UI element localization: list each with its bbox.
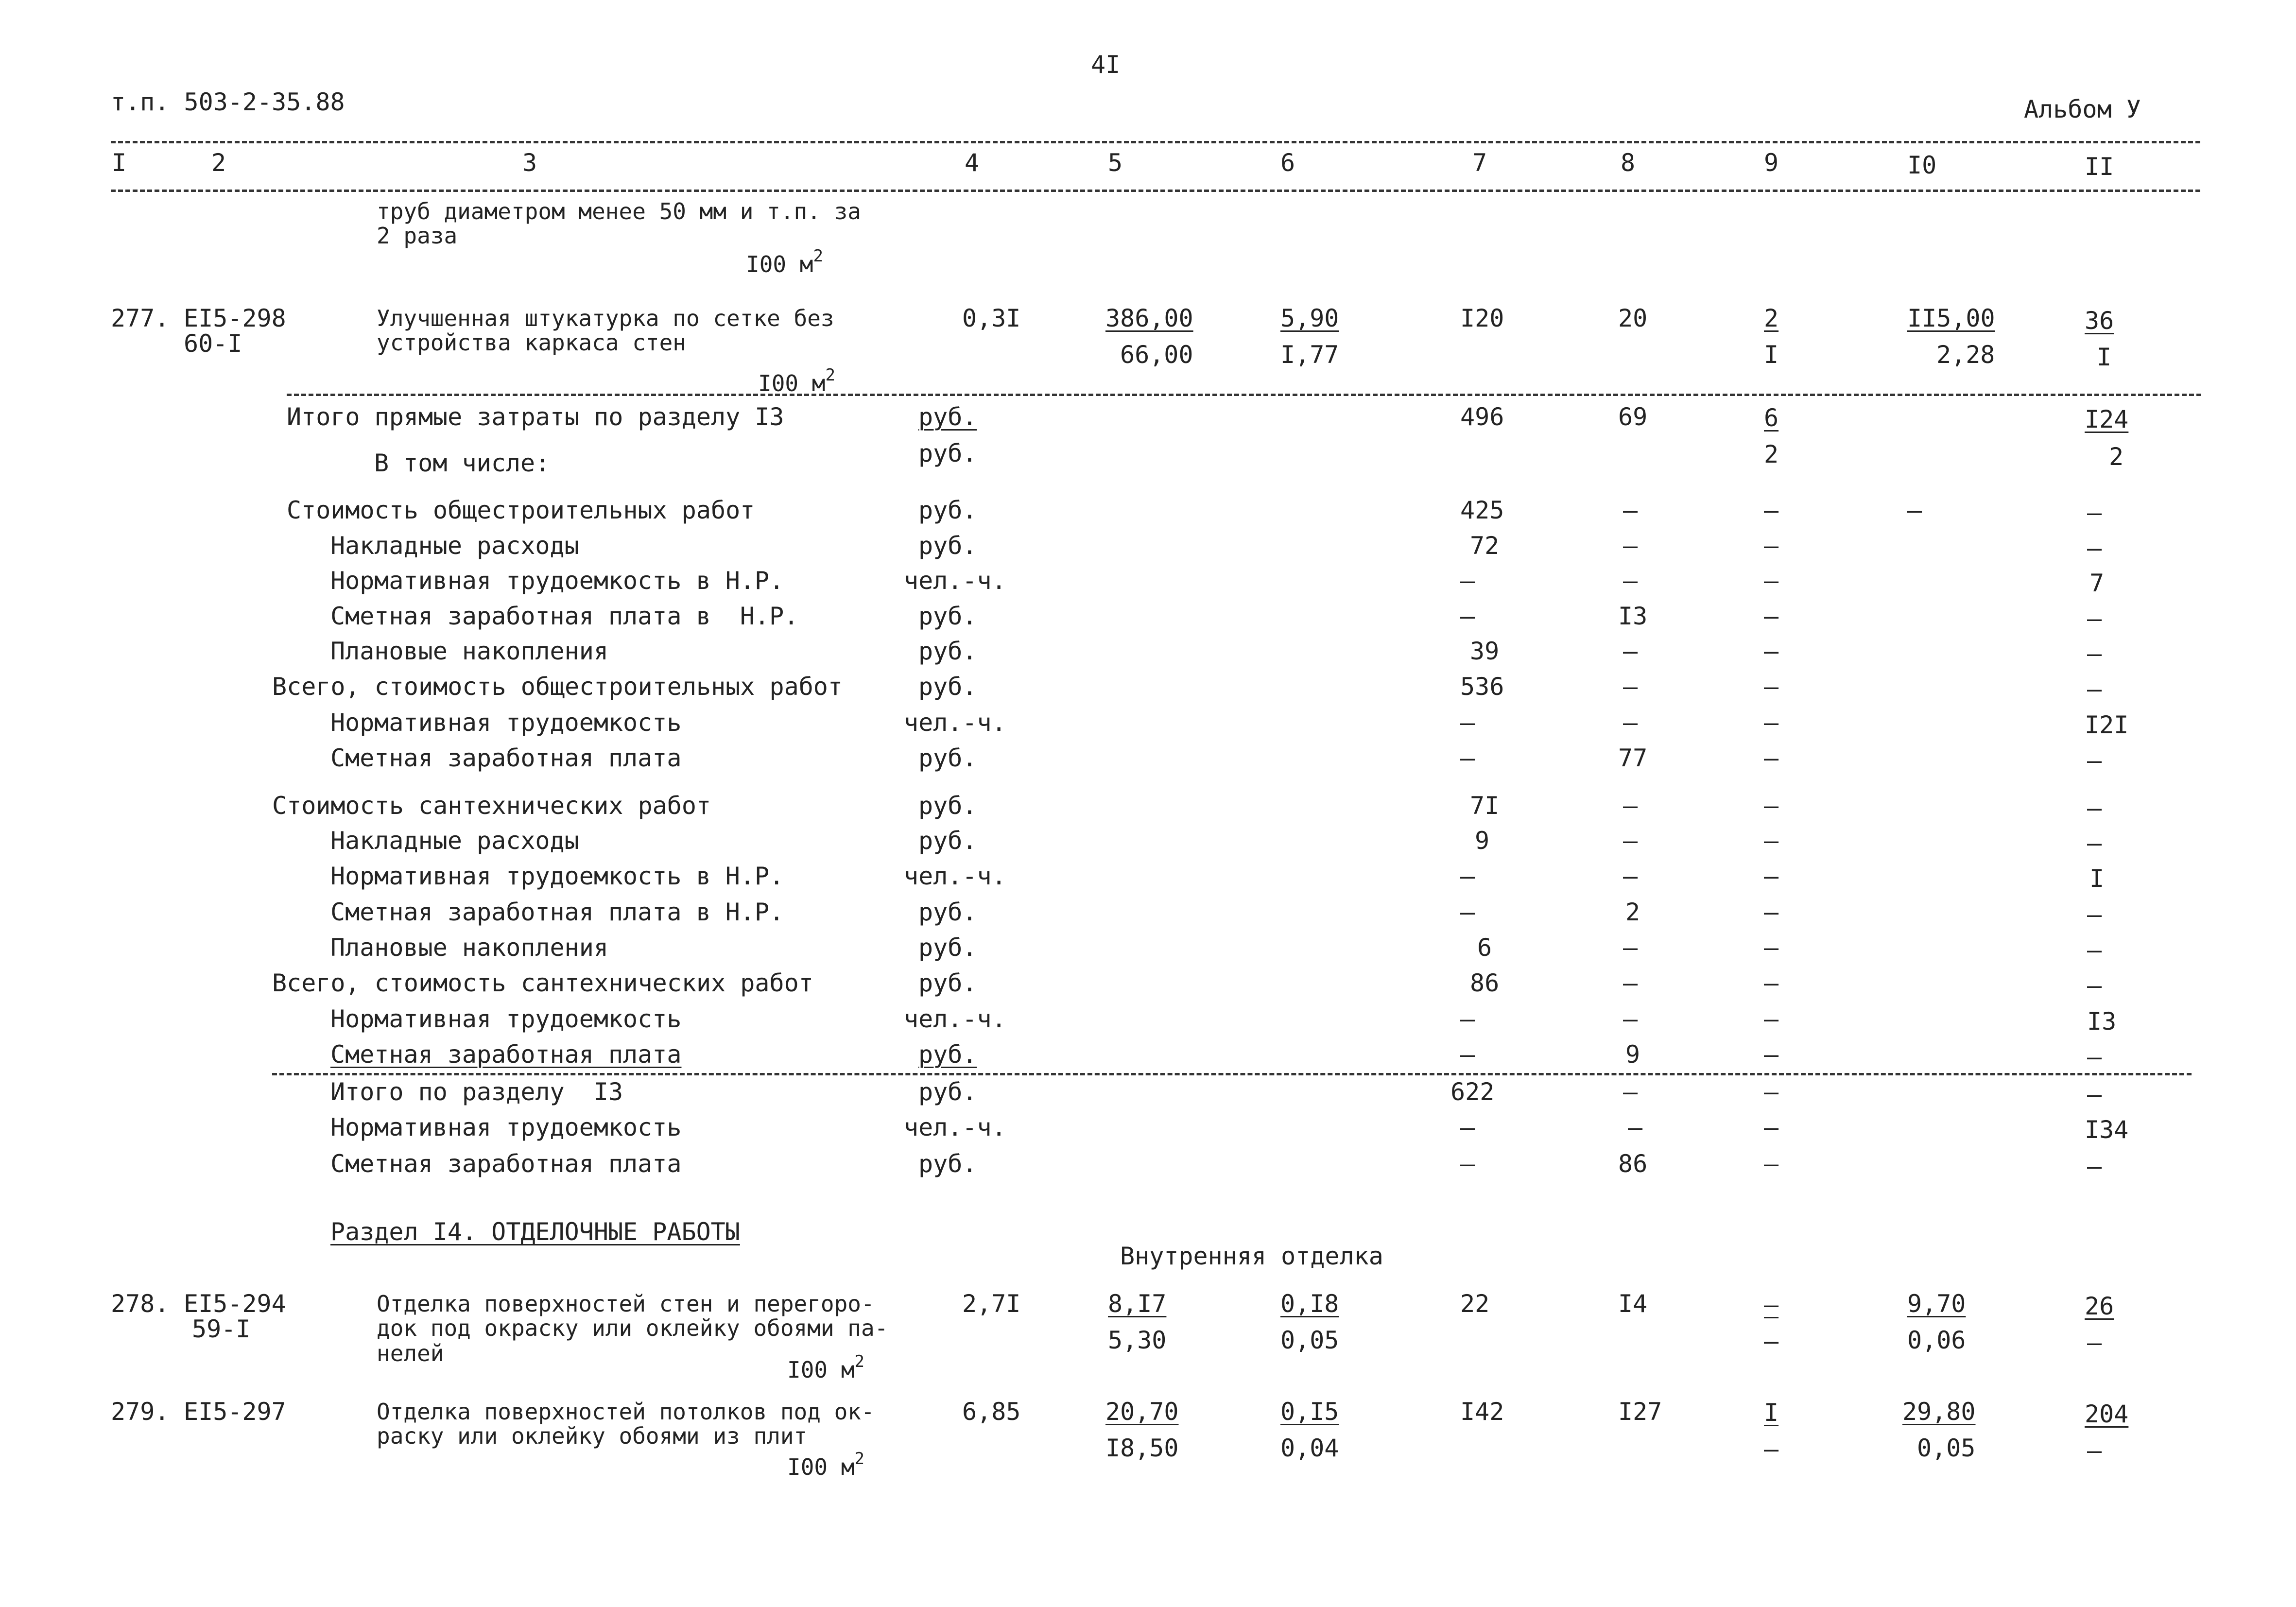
row-wages: 77 xyxy=(1618,744,1648,772)
row-unit: руб. xyxy=(918,496,977,524)
unit-cost-wages: I8,50 xyxy=(1105,1434,1179,1462)
row-number: 279. xyxy=(111,1398,170,1426)
total-wages: I4 xyxy=(1618,1290,1648,1318)
work-description-line-1: Отделка поверхностей потолков под ок- xyxy=(377,1399,875,1425)
row-labor: – xyxy=(2087,1152,2102,1180)
unit-cost-machines: 5,90 xyxy=(1280,304,1339,332)
col-header-5: 5 xyxy=(1108,149,1123,177)
col-header-11: II xyxy=(2085,153,2114,181)
section-total-label: Итого прямые затраты по разделу I3 xyxy=(287,403,784,431)
row-unit: руб. xyxy=(918,532,977,560)
row-cost: – xyxy=(1460,602,1475,630)
row-label: Плановые накопления xyxy=(330,933,608,962)
work-description-line-1: Улучшенная штукатурка по сетке без xyxy=(377,305,834,331)
section-total-labor: I24 xyxy=(2085,405,2129,433)
row-labor: I2I xyxy=(2085,711,2129,739)
row-wages: 9 xyxy=(1625,1040,1640,1069)
row-label: Плановые накопления xyxy=(330,637,608,665)
row-cost: 7I xyxy=(1470,792,1500,820)
row-wages: – xyxy=(1623,673,1638,701)
row-cost: 622 xyxy=(1450,1078,1495,1106)
unit-cost-total: 8,I7 xyxy=(1108,1290,1167,1318)
row-unit: чел.-ч. xyxy=(904,1113,1006,1141)
row-labor: I34 xyxy=(2085,1116,2129,1144)
col-header-4: 4 xyxy=(965,149,980,177)
row-cost: – xyxy=(1460,1113,1475,1141)
prev-item-desc-line-1: труб диаметром менее 50 мм и т.п. за xyxy=(377,198,861,225)
prev-item-unit: I00 $м^2$ xyxy=(746,246,823,277)
row-machines: – xyxy=(1764,637,1779,665)
section-total-machine-wages: 2 xyxy=(1764,440,1779,468)
col-header-9: 9 xyxy=(1764,149,1779,177)
row-wages: – xyxy=(1623,532,1638,560)
row-label: Стоимость сантехнических работ xyxy=(272,792,711,820)
section-total-machines: 6 xyxy=(1764,404,1779,432)
row-machines: – xyxy=(1764,532,1779,560)
row-label: Нормативная трудоемкость xyxy=(330,1005,682,1033)
work-description-line-2: устройства каркаса стен xyxy=(377,329,686,356)
section-heading: Раздел I4. ОТДЕЛОЧНЫЕ РАБОТЫ xyxy=(330,1218,740,1246)
machinist-labor-total: I xyxy=(2097,343,2112,371)
section-grand-total-rule xyxy=(272,1073,2192,1075)
machinist-labor-total: – xyxy=(2087,1436,2102,1465)
row-label: Сметная заработная плата в Н.Р. xyxy=(330,898,784,926)
row-labor: I3 xyxy=(2087,1007,2117,1036)
total-cost: I42 xyxy=(1460,1398,1504,1426)
col-header-3: 3 xyxy=(522,149,537,177)
machinist-labor-per-unit: 0,05 xyxy=(1917,1434,1976,1462)
row-machines: – xyxy=(1764,1005,1779,1033)
subsection-heading: Внутренняя отделка xyxy=(1120,1242,1383,1270)
row-label: Всего, стоимость общестроительных работ xyxy=(272,673,843,701)
total-wages: 20 xyxy=(1618,304,1648,332)
row-labor: – xyxy=(2087,971,2102,1000)
row-unit: чел.-ч. xyxy=(904,862,1006,890)
row-machines: – xyxy=(1764,1150,1779,1178)
row-cost: – xyxy=(1460,708,1475,737)
row-labor: – xyxy=(2087,675,2102,703)
row-labor: – xyxy=(2087,1080,2102,1108)
header-rule-bottom xyxy=(111,190,2200,192)
document-code: т.п. 503-2-35.88 xyxy=(111,88,345,116)
row-cost: – xyxy=(1460,1040,1475,1069)
work-unit: I00 $м^2$ xyxy=(787,1449,864,1480)
row-unit: руб. xyxy=(918,827,977,855)
row-cost: 425 xyxy=(1460,496,1504,524)
row-wages: – xyxy=(1623,708,1638,737)
row-unit: руб. xyxy=(918,933,977,962)
total-machine-wages: I xyxy=(1764,341,1779,369)
row-machines: – xyxy=(1764,862,1779,890)
row-label: Всего, стоимость сантехнических работ xyxy=(272,969,813,997)
section-total-machinist-labor: 2 xyxy=(2109,443,2124,471)
row-machines: – xyxy=(1764,933,1779,962)
row-wages: – xyxy=(1623,792,1638,820)
col-header-7: 7 xyxy=(1472,149,1487,177)
total-machine-wages: – xyxy=(1764,1435,1779,1463)
unit-cost-machine-wages: 0,04 xyxy=(1280,1434,1339,1462)
row-unit: руб. xyxy=(918,744,977,772)
quantity: 2,7I xyxy=(962,1290,1021,1318)
col-header-2: 2 xyxy=(211,149,226,177)
labor-per-unit: II5,00 xyxy=(1907,304,1995,332)
total-machine-wages: – xyxy=(1764,1327,1779,1355)
row-machines: – xyxy=(1764,1078,1779,1106)
row-labor: – xyxy=(2087,499,2102,527)
labor-total: 26 xyxy=(2085,1292,2114,1320)
row-labor-unit: – xyxy=(1907,496,1922,524)
row-label: Сметная заработная плата xyxy=(330,1040,682,1069)
row-labor: – xyxy=(2087,936,2102,964)
row-cost: 72 xyxy=(1470,532,1500,560)
row-wages: 2 xyxy=(1625,898,1640,926)
total-cost: I20 xyxy=(1460,304,1504,332)
including-label: В том числе: xyxy=(374,449,550,477)
section-total-unit: руб. xyxy=(918,403,977,431)
machinist-labor-total: – xyxy=(2087,1329,2102,1357)
row-machines: – xyxy=(1764,496,1779,524)
quantity: 6,85 xyxy=(962,1398,1021,1426)
row-labor: – xyxy=(2087,639,2102,668)
row-cost: 39 xyxy=(1470,637,1500,665)
row-machines: – xyxy=(1764,567,1779,595)
row-labor: – xyxy=(2087,829,2102,857)
unit-cost-total: 386,00 xyxy=(1105,304,1193,332)
total-machines: – xyxy=(1764,1291,1779,1319)
unit-cost-machine-wages: 0,05 xyxy=(1280,1326,1339,1354)
row-labor: – xyxy=(2087,534,2102,562)
row-machines: – xyxy=(1764,792,1779,820)
row-machines: – xyxy=(1764,673,1779,701)
row-wages: – xyxy=(1623,1078,1638,1106)
unit-cost-machine-wages: I,77 xyxy=(1280,341,1339,369)
header-rule-top xyxy=(111,141,2200,143)
row-label: Стоимость общестроительных работ xyxy=(287,496,755,524)
row-wages: 86 xyxy=(1618,1150,1648,1178)
unit-cost-wages: 66,00 xyxy=(1120,341,1193,369)
row-labor: 7 xyxy=(2089,569,2105,597)
labor-total: 36 xyxy=(2085,307,2114,335)
work-description-line-1: Отделка поверхностей стен и перегоро- xyxy=(377,1291,875,1317)
row-labor: – xyxy=(2087,1043,2102,1071)
total-cost: 22 xyxy=(1460,1290,1490,1318)
work-description-line-3: нелей xyxy=(377,1340,444,1366)
col-header-1: I xyxy=(112,149,127,177)
row-label: Нормативная трудоемкость в Н.Р. xyxy=(330,567,784,595)
row-unit: чел.-ч. xyxy=(904,708,1006,737)
row-machines: – xyxy=(1764,1113,1779,1141)
prev-item-desc-line-2: 2 раза xyxy=(377,223,458,249)
rate-code-2: 60-I xyxy=(184,329,242,358)
row-labor: I xyxy=(2089,864,2105,893)
row-label: Нормативная трудоемкость в Н.Р. xyxy=(330,862,784,890)
section-total-wages: 69 xyxy=(1618,403,1648,431)
row-unit: руб. xyxy=(918,792,977,820)
labor-per-unit: 29,80 xyxy=(1902,1398,1976,1426)
row-unit: руб. xyxy=(918,673,977,701)
section-total-rule xyxy=(287,394,2201,396)
row-unit: чел.-ч. xyxy=(904,1005,1006,1033)
row-labor: – xyxy=(2087,900,2102,929)
col-header-8: 8 xyxy=(1621,149,1636,177)
row-unit: руб. xyxy=(918,1078,977,1106)
row-label: Нормативная трудоемкость xyxy=(330,708,682,737)
col-header-6: 6 xyxy=(1280,149,1295,177)
work-description-line-2: раску или оклейку обоями из плит xyxy=(377,1423,808,1449)
row-label: Сметная заработная плата в Н.Р. xyxy=(330,602,799,630)
row-wages: – xyxy=(1623,933,1638,962)
row-unit: руб. xyxy=(918,602,977,630)
row-machines: – xyxy=(1764,969,1779,997)
row-cost: – xyxy=(1460,567,1475,595)
row-unit: руб. xyxy=(918,1150,977,1178)
row-wages: – xyxy=(1623,567,1638,595)
row-cost: 9 xyxy=(1475,827,1490,855)
row-cost: – xyxy=(1460,862,1475,890)
machinist-labor-per-unit: 2,28 xyxy=(1936,341,1995,369)
work-unit: I00 $м^2$ xyxy=(787,1352,864,1383)
row-machines: – xyxy=(1764,744,1779,772)
work-unit: I00 $м^2$ xyxy=(758,365,835,397)
including-unit: руб. xyxy=(918,439,977,467)
row-wages: – xyxy=(1623,637,1638,665)
unit-cost-machines: 0,I5 xyxy=(1280,1398,1339,1426)
row-cost: 6 xyxy=(1477,933,1492,962)
work-description-line-2: док под окраску или оклейку обоями па- xyxy=(377,1315,888,1341)
total-wages: I27 xyxy=(1618,1398,1662,1426)
quantity: 0,3I xyxy=(962,304,1021,332)
labor-total: 204 xyxy=(2085,1400,2129,1428)
row-label: Сметная заработная плата xyxy=(330,1150,682,1178)
row-machines: – xyxy=(1764,827,1779,855)
labor-per-unit: 9,70 xyxy=(1907,1290,1966,1318)
machinist-labor-per-unit: 0,06 xyxy=(1907,1326,1966,1354)
row-number: 278. xyxy=(111,1290,170,1318)
rate-code: EI5-297 xyxy=(184,1398,286,1426)
row-wages: – xyxy=(1623,496,1638,524)
row-cost: – xyxy=(1460,1005,1475,1033)
row-cost: – xyxy=(1460,898,1475,926)
row-labor: – xyxy=(2087,794,2102,822)
row-label: Накладные расходы xyxy=(330,827,579,855)
row-label: Нормативная трудоемкость xyxy=(330,1113,682,1141)
row-machines: – xyxy=(1764,708,1779,737)
unit-cost-total: 20,70 xyxy=(1105,1398,1179,1426)
row-cost: – xyxy=(1460,744,1475,772)
row-cost: 536 xyxy=(1460,673,1504,701)
row-cost: – xyxy=(1460,1150,1475,1178)
row-number: 277. xyxy=(111,304,170,332)
row-machines: – xyxy=(1764,1040,1779,1069)
row-unit: руб. xyxy=(918,898,977,926)
page-number: 4I xyxy=(1091,51,1121,79)
row-wages: – xyxy=(1623,827,1638,855)
section-total-cost: 496 xyxy=(1460,403,1504,431)
rate-code: EI5-294 xyxy=(184,1290,286,1318)
row-unit: чел.-ч. xyxy=(904,567,1006,595)
row-label: Итого по разделу I3 xyxy=(330,1078,623,1106)
row-wages: – xyxy=(1623,862,1638,890)
row-labor: – xyxy=(2087,605,2102,633)
row-labor: – xyxy=(2087,746,2102,775)
row-unit: руб. xyxy=(918,637,977,665)
total-machines: I xyxy=(1764,1399,1779,1427)
rate-code: EI5-298 xyxy=(184,304,286,332)
row-wages: I3 xyxy=(1618,602,1648,630)
row-wages: – xyxy=(1623,969,1638,997)
row-machines: – xyxy=(1764,898,1779,926)
row-cost: 86 xyxy=(1470,969,1500,997)
row-wages: – xyxy=(1628,1113,1643,1141)
row-machines: – xyxy=(1764,602,1779,630)
row-unit: руб. xyxy=(918,1040,977,1069)
row-label: Сметная заработная плата xyxy=(330,744,682,772)
unit-cost-wages: 5,30 xyxy=(1108,1326,1167,1354)
row-wages: – xyxy=(1623,1005,1638,1033)
rate-code-2: 59-I xyxy=(192,1315,251,1343)
unit-cost-machines: 0,I8 xyxy=(1280,1290,1339,1318)
col-header-10: I0 xyxy=(1907,151,1937,179)
total-machines: 2 xyxy=(1764,304,1779,332)
album-label: Альбом У xyxy=(2024,95,2141,123)
row-unit: руб. xyxy=(918,969,977,997)
row-label: Накладные расходы xyxy=(330,532,579,560)
